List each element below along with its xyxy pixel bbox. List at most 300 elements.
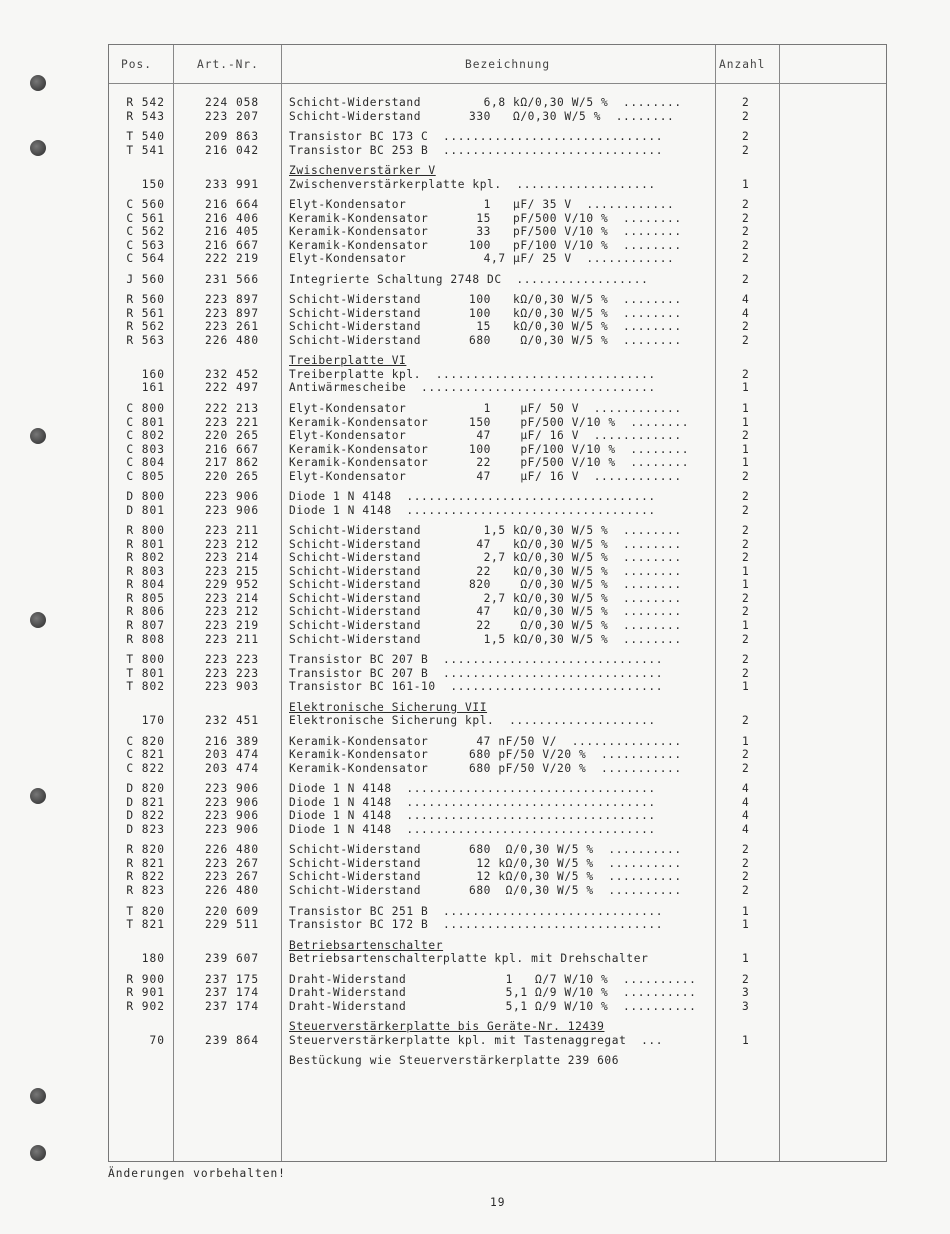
cell-val: 680 Ω/0,30 W/5 % .......... <box>469 884 682 898</box>
cell-art: 220 265 <box>205 429 260 443</box>
cell-bez: Schicht-Widerstand <box>289 320 422 334</box>
cell-anz: 1 <box>742 456 750 470</box>
cell-bez: Steuerverstärkerplatte kpl. mit Tastenaggregat ... <box>289 1033 664 1047</box>
cell-bez: Schicht-Widerstand <box>289 856 422 870</box>
cell-bez: Schicht-Widerstand <box>289 109 422 123</box>
cell-art: 223 221 <box>205 415 260 429</box>
cell-bez: Draht-Widerstand <box>289 999 407 1013</box>
punch-hole-4 <box>30 612 46 628</box>
cell-val: 1 Ω/7 W/10 % .......... <box>469 972 697 986</box>
cell-art: 237 174 <box>205 986 260 1000</box>
parts-table <box>108 44 887 1162</box>
cell-art: 223 267 <box>205 856 260 870</box>
cell-val: 5,1 Ω/9 W/10 % .......... <box>469 986 697 1000</box>
cell-anz: 2 <box>742 748 750 762</box>
cell-anz: 1 <box>742 619 750 633</box>
row-gap <box>109 395 886 402</box>
cell-art: 223 906 <box>205 782 260 796</box>
cell-anz: 4 <box>742 293 750 307</box>
table-row <box>109 381 886 395</box>
cell-pos: D 800 <box>126 490 165 504</box>
cell-pos: R 901 <box>126 986 165 1000</box>
cell-bez: Keramik-Kondensator <box>289 225 429 239</box>
cell-bez: Schicht-Widerstand <box>289 551 422 565</box>
cell-anz: 2 <box>742 591 750 605</box>
cell-val: 47 µF/ 16 V ............ <box>469 469 682 483</box>
cell-anz: 2 <box>742 666 750 680</box>
table-row <box>109 1054 886 1068</box>
cell-pos: J 560 <box>126 272 165 286</box>
cell-bez: Elyt-Kondensator <box>289 469 407 483</box>
row-gap <box>109 517 886 524</box>
header-pos: Pos. <box>121 58 152 71</box>
cell-bez: Schicht-Widerstand <box>289 306 422 320</box>
table-row <box>109 809 886 823</box>
cell-val: 1 µF/ 50 V ............ <box>469 401 682 415</box>
table-row <box>109 823 886 837</box>
table-row <box>109 334 886 348</box>
cell-pos: T 800 <box>126 653 165 667</box>
cell-pos: R 803 <box>126 564 165 578</box>
cell-anz: 2 <box>742 972 750 986</box>
cell-pos: R 563 <box>126 333 165 347</box>
cell-art: 216 406 <box>205 211 260 225</box>
cell-anz: 4 <box>742 782 750 796</box>
cell-pos: C 560 <box>126 198 165 212</box>
row-gap <box>109 191 886 198</box>
cell-art: 223 897 <box>205 293 260 307</box>
header-anz: Anzahl <box>719 58 766 71</box>
cell-art: 223 261 <box>205 320 260 334</box>
cell-anz: 2 <box>742 429 750 443</box>
cell-val: 330 Ω/0,30 W/5 % ........ <box>469 109 675 123</box>
cell-pos: 150 <box>141 177 165 191</box>
cell-bez: Schicht-Widerstand <box>289 619 422 633</box>
punch-hole-3 <box>30 428 46 444</box>
table-row <box>109 653 886 667</box>
table-row <box>109 320 886 334</box>
section-title: Steuerverstärkerplatte bis Geräte-Nr. 12439 <box>289 1020 605 1034</box>
punch-hole-6 <box>30 1088 46 1104</box>
cell-anz: 2 <box>742 884 750 898</box>
row-gap <box>109 728 886 735</box>
table-row <box>109 443 886 457</box>
table-row <box>109 796 886 810</box>
section-heading <box>109 354 886 368</box>
table-row <box>109 714 886 728</box>
cell-pos: D 822 <box>126 809 165 823</box>
cell-anz: 1 <box>742 680 750 694</box>
cell-bez: Betriebsartenschalterplatte kpl. mit Drehschalter <box>289 952 649 966</box>
cell-art: 223 212 <box>205 605 260 619</box>
cell-anz: 2 <box>742 761 750 775</box>
cell-bez: Antiwärmescheibe ................................ <box>289 381 656 395</box>
cell-pos: C 563 <box>126 238 165 252</box>
cell-anz: 2 <box>742 198 750 212</box>
cell-val: 1 µF/ 35 V ............ <box>469 198 675 212</box>
cell-val: 47 kΩ/0,30 W/5 % ........ <box>469 605 682 619</box>
row-gap <box>109 286 886 293</box>
cell-val: 5,1 Ω/9 W/10 % .......... <box>469 999 697 1013</box>
cell-pos: 70 <box>149 1033 165 1047</box>
cell-art: 232 452 <box>205 367 260 381</box>
cell-bez: Schicht-Widerstand <box>289 632 422 646</box>
cell-anz: 1 <box>742 177 750 191</box>
table-row <box>109 239 886 253</box>
table-row <box>109 402 886 416</box>
cell-art: 223 219 <box>205 619 260 633</box>
cell-anz: 1 <box>742 415 750 429</box>
cell-pos: R 822 <box>126 870 165 884</box>
cell-bez: Keramik-Kondensator <box>289 748 429 762</box>
row-gap <box>109 836 886 843</box>
cell-bez: Keramik-Kondensator <box>289 442 429 456</box>
cell-val: 1,5 kΩ/0,30 W/5 % ........ <box>469 632 682 646</box>
cell-bez: Schicht-Widerstand <box>289 537 422 551</box>
cell-bez: Elyt-Kondensator <box>289 198 407 212</box>
punch-hole-1 <box>30 75 46 91</box>
cell-anz: 4 <box>742 306 750 320</box>
cell-bez: Schicht-Widerstand <box>289 524 422 538</box>
cell-bez: Diode 1 N 4148 .................................. <box>289 503 656 517</box>
cell-art: 237 174 <box>205 999 260 1013</box>
cell-bez: Schicht-Widerstand <box>289 578 422 592</box>
cell-val: 4,7 µF/ 25 V ............ <box>469 252 675 266</box>
cell-art: 229 511 <box>205 918 260 932</box>
cell-bez: Treiberplatte kpl. .............................. <box>289 367 656 381</box>
table-row <box>109 490 886 504</box>
cell-val: 47 nF/50 V/ ............... <box>469 734 682 748</box>
cell-bez: Transistor BC 173 C .............................. <box>289 130 664 144</box>
cell-bez: Keramik-Kondensator <box>289 734 429 748</box>
section-title: Treiberplatte VI <box>289 354 407 368</box>
cell-bez: Schicht-Widerstand <box>289 870 422 884</box>
cell-anz: 2 <box>742 252 750 266</box>
table-row <box>109 416 886 430</box>
cell-pos: C 561 <box>126 211 165 225</box>
cell-art: 229 952 <box>205 578 260 592</box>
row-gap <box>109 694 886 701</box>
table-row <box>109 212 886 226</box>
cell-anz: 2 <box>742 130 750 144</box>
table-row <box>109 538 886 552</box>
cell-anz: 2 <box>742 333 750 347</box>
punch-hole-2 <box>30 140 46 156</box>
cell-art: 222 497 <box>205 381 260 395</box>
table-row <box>109 368 886 382</box>
cell-anz: 2 <box>742 632 750 646</box>
cell-bez: Schicht-Widerstand <box>289 564 422 578</box>
cell-anz: 2 <box>742 843 750 857</box>
cell-val: 12 kΩ/0,30 W/5 % .......... <box>469 870 682 884</box>
section-heading <box>109 701 886 715</box>
cell-bez: Draht-Widerstand <box>289 986 407 1000</box>
table-row <box>109 144 886 158</box>
cell-bez: Keramik-Kondensator <box>289 456 429 470</box>
cell-val: 47 kΩ/0,30 W/5 % ........ <box>469 537 682 551</box>
cell-val: 47 µF/ 16 V ............ <box>469 429 682 443</box>
cell-val: 100 pF/100 V/10 % ........ <box>469 238 682 252</box>
cell-bez: Transistor BC 207 B .............................. <box>289 666 664 680</box>
table-row <box>109 307 886 321</box>
cell-anz: 2 <box>742 653 750 667</box>
cell-pos: C 564 <box>126 252 165 266</box>
cell-art: 222 219 <box>205 252 260 266</box>
cell-bez: Transistor BC 161-10 ............................. <box>289 680 664 694</box>
table-row <box>109 504 886 518</box>
cell-val: 15 kΩ/0,30 W/5 % ........ <box>469 320 682 334</box>
cell-anz: 4 <box>742 795 750 809</box>
cell-pos: D 823 <box>126 822 165 836</box>
cell-anz: 1 <box>742 1033 750 1047</box>
cell-val: 680 pF/50 V/20 % ........... <box>469 748 682 762</box>
cell-art: 216 667 <box>205 238 260 252</box>
cell-pos: C 821 <box>126 748 165 762</box>
cell-val: 15 pF/500 V/10 % ........ <box>469 211 682 225</box>
cell-pos: R 801 <box>126 537 165 551</box>
cell-bez: Schicht-Widerstand <box>289 293 422 307</box>
cell-bez: Diode 1 N 4148 .................................. <box>289 795 656 809</box>
cell-art: 224 058 <box>205 96 260 109</box>
cell-val: 22 pF/500 V/10 % ........ <box>469 456 690 470</box>
cell-art: 226 480 <box>205 884 260 898</box>
cell-anz: 2 <box>742 537 750 551</box>
punch-hole-5 <box>30 788 46 804</box>
cell-anz: 2 <box>742 225 750 239</box>
cell-art: 216 405 <box>205 225 260 239</box>
cell-art: 226 480 <box>205 333 260 347</box>
cell-anz: 2 <box>742 490 750 504</box>
table-row <box>109 762 886 776</box>
cell-bez: Keramik-Kondensator <box>289 415 429 429</box>
table-row <box>109 178 886 192</box>
table-row <box>109 592 886 606</box>
cell-art: 223 906 <box>205 795 260 809</box>
cell-val: 680 Ω/0,30 W/5 % ........ <box>469 333 682 347</box>
cell-val: 820 Ω/0,30 W/5 % ........ <box>469 578 682 592</box>
cell-anz: 1 <box>742 904 750 918</box>
cell-bez: Diode 1 N 4148 .................................. <box>289 490 656 504</box>
table-row <box>109 857 886 871</box>
cell-bez: Elyt-Kondensator <box>289 429 407 443</box>
cell-anz: 2 <box>742 524 750 538</box>
cell-bez: Keramik-Kondensator <box>289 761 429 775</box>
row-gap <box>109 775 886 782</box>
cell-pos: R 543 <box>126 109 165 123</box>
table-row <box>109 870 886 884</box>
section-title: Elektronische Sicherung VII <box>289 700 488 714</box>
cell-anz: 1 <box>742 918 750 932</box>
cell-val: 680 pF/50 V/20 % ........... <box>469 761 682 775</box>
cell-pos: C 805 <box>126 469 165 483</box>
table-row <box>109 633 886 647</box>
cell-pos: R 902 <box>126 999 165 1013</box>
cell-art: 203 474 <box>205 761 260 775</box>
cell-pos: 160 <box>141 367 165 381</box>
cell-anz: 3 <box>742 986 750 1000</box>
cell-bez: Schicht-Widerstand <box>289 884 422 898</box>
table-row <box>109 905 886 919</box>
row-gap <box>109 157 886 164</box>
table-row <box>109 952 886 966</box>
cell-pos: R 542 <box>126 96 165 109</box>
cell-bez: Transistor BC 207 B .............................. <box>289 653 664 667</box>
cell-art: 222 213 <box>205 401 260 415</box>
table-row <box>109 1034 886 1048</box>
cell-anz: 1 <box>742 578 750 592</box>
cell-pos: D 801 <box>126 503 165 517</box>
cell-art: 216 664 <box>205 198 260 212</box>
table-row <box>109 619 886 633</box>
cell-bez: Diode 1 N 4148 .................................. <box>289 809 656 823</box>
cell-anz: 2 <box>742 272 750 286</box>
footer-note: Änderungen vorbehalten! <box>108 1167 286 1180</box>
cell-pos: R 820 <box>126 843 165 857</box>
table-row <box>109 578 886 592</box>
cell-anz: 1 <box>742 381 750 395</box>
cell-pos: T 541 <box>126 143 165 157</box>
cell-pos: R 823 <box>126 884 165 898</box>
table-row <box>109 456 886 470</box>
cell-pos: R 821 <box>126 856 165 870</box>
cell-art: 220 609 <box>205 904 260 918</box>
cell-val: 12 kΩ/0,30 W/5 % .......... <box>469 856 682 870</box>
cell-pos: C 800 <box>126 401 165 415</box>
cell-bez: Diode 1 N 4148 .................................. <box>289 822 656 836</box>
table-row <box>109 605 886 619</box>
cell-pos: C 820 <box>126 734 165 748</box>
cell-pos: R 805 <box>126 591 165 605</box>
cell-bez: Keramik-Kondensator <box>289 238 429 252</box>
table-row <box>109 782 886 796</box>
section-title: Zwischenverstärker V <box>289 164 436 178</box>
cell-art: 226 480 <box>205 843 260 857</box>
cell-val: 6,8 kΩ/0,30 W/5 % ........ <box>469 96 682 109</box>
table-row <box>109 565 886 579</box>
table-row <box>109 198 886 212</box>
cell-art: 209 863 <box>205 130 260 144</box>
cell-anz: 2 <box>742 469 750 483</box>
cell-pos: R 802 <box>126 551 165 565</box>
cell-pos: R 561 <box>126 306 165 320</box>
table-row <box>109 96 886 110</box>
cell-val: 1,5 kΩ/0,30 W/5 % ........ <box>469 524 682 538</box>
cell-anz: 2 <box>742 714 750 728</box>
table-row <box>109 273 886 287</box>
cell-pos: C 804 <box>126 456 165 470</box>
cell-art: 223 906 <box>205 490 260 504</box>
cell-val: 2,7 kΩ/0,30 W/5 % ........ <box>469 551 682 565</box>
table-row <box>109 252 886 266</box>
cell-val: 33 pF/500 V/10 % ........ <box>469 225 682 239</box>
cell-art: 223 214 <box>205 591 260 605</box>
section-heading <box>109 1020 886 1034</box>
row-gap <box>109 898 886 905</box>
row-gap <box>109 483 886 490</box>
cell-pos: T 540 <box>126 130 165 144</box>
cell-art: 231 566 <box>205 272 260 286</box>
cell-art: 216 667 <box>205 442 260 456</box>
row-gap <box>109 646 886 653</box>
table-row <box>109 973 886 987</box>
cell-pos: 180 <box>141 952 165 966</box>
cell-art: 223 223 <box>205 666 260 680</box>
cell-art: 233 991 <box>205 177 260 191</box>
cell-pos: C 562 <box>126 225 165 239</box>
header-bez: Bezeichnung <box>465 58 551 71</box>
cell-art: 203 474 <box>205 748 260 762</box>
cell-bez: Keramik-Kondensator <box>289 211 429 225</box>
cell-art: 223 215 <box>205 564 260 578</box>
cell-art: 237 175 <box>205 972 260 986</box>
section-heading <box>109 939 886 953</box>
cell-pos: 170 <box>141 714 165 728</box>
cell-pos: T 821 <box>126 918 165 932</box>
cell-val: 100 pF/100 V/10 % ........ <box>469 442 690 456</box>
table-row <box>109 748 886 762</box>
cell-art: 239 864 <box>205 1033 260 1047</box>
table-row <box>109 667 886 681</box>
cell-val: 100 kΩ/0,30 W/5 % ........ <box>469 293 682 307</box>
table-row <box>109 986 886 1000</box>
cell-val: 680 Ω/0,30 W/5 % .......... <box>469 843 682 857</box>
section-heading <box>109 164 886 178</box>
row-gap <box>109 266 886 273</box>
cell-pos: T 820 <box>126 904 165 918</box>
row-gap <box>109 966 886 973</box>
cell-pos: R 900 <box>126 972 165 986</box>
cell-pos: C 822 <box>126 761 165 775</box>
table-row <box>109 429 886 443</box>
table-row <box>109 293 886 307</box>
cell-pos: C 803 <box>126 442 165 456</box>
table-row <box>109 130 886 144</box>
row-gap <box>109 1047 886 1054</box>
cell-pos: C 802 <box>126 429 165 443</box>
cell-bez: Transistor BC 251 B .............................. <box>289 904 664 918</box>
cell-anz: 2 <box>742 551 750 565</box>
cell-anz: 4 <box>742 809 750 823</box>
cell-bez: Elyt-Kondensator <box>289 401 407 415</box>
cell-anz: 1 <box>742 564 750 578</box>
cell-art: 223 223 <box>205 653 260 667</box>
cell-pos: T 801 <box>126 666 165 680</box>
cell-bez: Schicht-Widerstand <box>289 591 422 605</box>
cell-anz: 3 <box>742 999 750 1013</box>
table-row <box>109 918 886 932</box>
cell-art: 220 265 <box>205 469 260 483</box>
cell-pos: R 560 <box>126 293 165 307</box>
cell-bez: Schicht-Widerstand <box>289 96 422 109</box>
table-row <box>109 843 886 857</box>
cell-art: 216 389 <box>205 734 260 748</box>
cell-pos: R 807 <box>126 619 165 633</box>
cell-art: 217 862 <box>205 456 260 470</box>
cell-anz: 2 <box>742 320 750 334</box>
cell-art: 239 607 <box>205 952 260 966</box>
table-row <box>109 470 886 484</box>
cell-val: 100 kΩ/0,30 W/5 % ........ <box>469 306 682 320</box>
cell-pos: 161 <box>141 381 165 395</box>
table-row <box>109 551 886 565</box>
table-row <box>109 680 886 694</box>
cell-anz: 2 <box>742 211 750 225</box>
row-gap <box>109 932 886 939</box>
table-row <box>109 884 886 898</box>
cell-anz: 1 <box>742 401 750 415</box>
cell-anz: 2 <box>742 605 750 619</box>
cell-bez: Integrierte Schaltung 2748 DC .................. <box>289 272 649 286</box>
